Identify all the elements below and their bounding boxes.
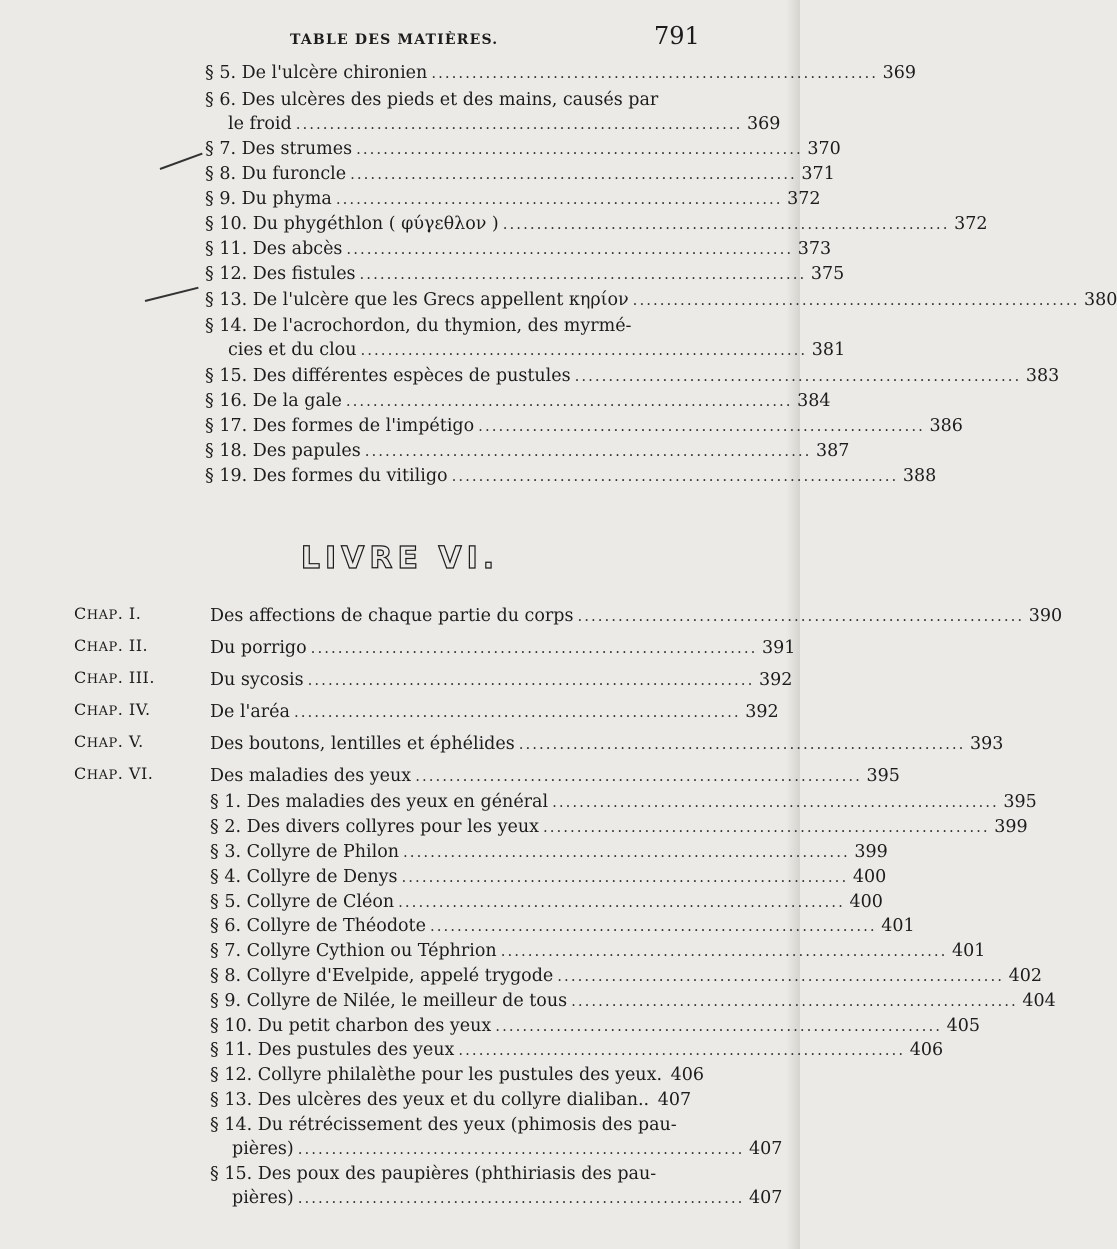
chapter-label: CHAP. I. bbox=[74, 604, 142, 623]
toc-entry: § 6. Collyre de Théodote .................................................................. 401 bbox=[210, 916, 915, 936]
toc-entry: § 14. De l'acrochordon, du thymion, des myrmé- bbox=[205, 316, 632, 336]
pen-mark bbox=[145, 287, 199, 302]
toc-entry-continuation: pières) .................................................................. 407 bbox=[232, 1139, 783, 1159]
toc-chapter-entry: Des boutons, lentilles et éphélides .................................................................. 393 bbox=[210, 734, 1004, 754]
toc-entry-continuation: cies et du clou .................................................................. 381 bbox=[228, 340, 846, 360]
toc-entry: § 5. Collyre de Cléon .................................................................. 400 bbox=[210, 892, 883, 912]
toc-entry: § 9. Du phyma .................................................................. 372 bbox=[205, 189, 821, 209]
toc-chapter-entry: Du porrigo .................................................................. 391 bbox=[210, 638, 796, 658]
toc-entry: § 13. De l'ulcère que les Grecs appellent κηρίον .................................................................. 380 bbox=[205, 290, 1117, 310]
toc-entry: § 7. Collyre Cythion ou Téphrion .................................................................. 401 bbox=[210, 941, 986, 961]
chapter-label: CHAP. IV. bbox=[74, 700, 151, 719]
toc-entry: § 19. Des formes du vitiligo .................................................................. 388 bbox=[205, 466, 937, 486]
toc-entry: § 15. Des différentes espèces de pustules .................................................................. 383 bbox=[205, 366, 1060, 386]
toc-entry: § 8. Collyre d'Evelpide, appelé trygode .................................................................. 402 bbox=[210, 966, 1042, 986]
chapter-label: CHAP. III. bbox=[74, 668, 155, 687]
toc-entry: § 14. Du rétrécissement des yeux (phimosis des pau- bbox=[210, 1115, 677, 1135]
toc-entry: § 13. Des ulcères des yeux et du collyre dialiban.. 407 bbox=[210, 1090, 692, 1110]
toc-entry: § 9. Collyre de Nilée, le meilleur de tous .................................................................. 404 bbox=[210, 991, 1056, 1011]
chapter-label: CHAP. II. bbox=[74, 636, 149, 655]
toc-chapter-entry: Du sycosis .................................................................. 392 bbox=[210, 670, 793, 690]
toc-entry: § 15. Des poux des paupières (phthiriasis des pau- bbox=[210, 1164, 657, 1184]
toc-entry: § 11. Des pustules des yeux .................................................................. 406 bbox=[210, 1040, 944, 1060]
toc-entry: § 10. Du phygéthlon ( φύγεθλον ) .................................................................. 372 bbox=[205, 214, 988, 234]
toc-entry-continuation: le froid .................................................................. 369 bbox=[228, 114, 781, 134]
toc-entry-continuation: pières) .................................................................. 407 bbox=[232, 1188, 783, 1208]
toc-entry: § 4. Collyre de Denys .................................................................. 400 bbox=[210, 867, 887, 887]
toc-entry: § 7. Des strumes .................................................................. 370 bbox=[205, 139, 841, 159]
toc-entry: § 6. Des ulcères des pieds et des mains, causés par bbox=[205, 90, 659, 110]
toc-entry: § 5. De l'ulcère chironien .................................................................. 369 bbox=[205, 63, 917, 83]
running-title: TABLE DES MATIÈRES. bbox=[290, 32, 499, 48]
toc-entry: § 18. Des papules .................................................................. 387 bbox=[205, 441, 850, 461]
toc-entry: § 3. Collyre de Philon .................................................................. 399 bbox=[210, 842, 888, 862]
toc-entry: § 16. De la gale .................................................................. 384 bbox=[205, 391, 831, 411]
toc-entry: § 8. Du furoncle .................................................................. 371 bbox=[205, 164, 835, 184]
toc-entry: § 2. Des divers collyres pour les yeux .................................................................. 399 bbox=[210, 817, 1028, 837]
toc-entry: § 1. Des maladies des yeux en général .................................................................. 395 bbox=[210, 792, 1037, 812]
toc-entry: § 12. Collyre philalèthe pour les pustules des yeux. 406 bbox=[210, 1065, 705, 1085]
chapter-label: CHAP. V. bbox=[74, 732, 144, 751]
toc-entry: § 11. Des abcès .................................................................. 373 bbox=[205, 239, 832, 259]
toc-entry: § 10. Du petit charbon des yeux .................................................................. 405 bbox=[210, 1016, 980, 1036]
toc-chapter-entry: De l'aréa .................................................................. 392 bbox=[210, 702, 779, 722]
page-header bbox=[0, 22, 800, 52]
pen-mark bbox=[160, 153, 203, 170]
chapter-label: CHAP. VI. bbox=[74, 764, 154, 783]
toc-entry: § 12. Des fistules .................................................................. 375 bbox=[205, 264, 845, 284]
page-number: 791 bbox=[654, 22, 700, 50]
toc-chapter-entry: Des affections de chaque partie du corps .................................................................. 390 bbox=[210, 606, 1063, 626]
toc-entry: § 17. Des formes de l'impétigo .................................................................. 386 bbox=[205, 416, 963, 436]
book-title: LIVRE VI. bbox=[300, 541, 500, 576]
toc-chapter-entry: Des maladies des yeux .................................................................. 395 bbox=[210, 766, 900, 786]
